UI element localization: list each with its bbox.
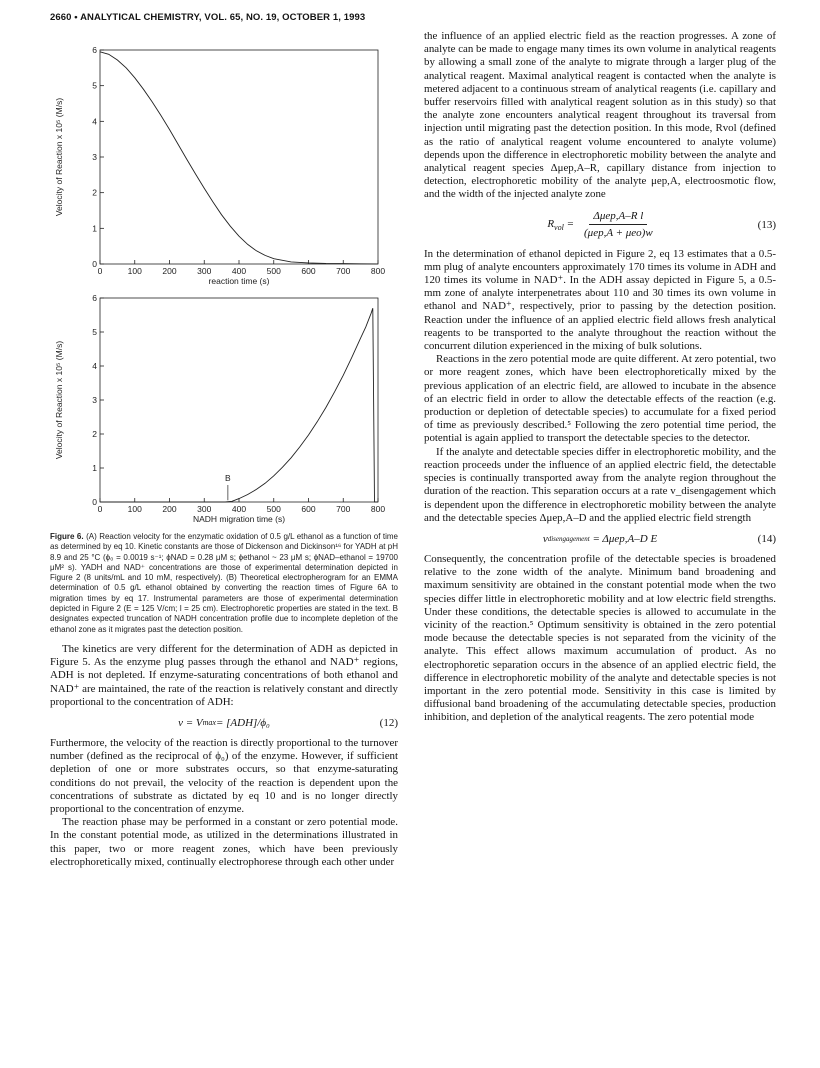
- y-tick-label: 1: [92, 463, 97, 473]
- right-paragraph-5: Consequently, the concentration profile of the detectable species is broadened relative to the zone width of the analyte. Minimum band broadening and maximum sensitivity are obtained in the constant potential mode when the two species differ little in electrophoretic mobility and at low electric field strengths. Under these conditions, the detectable species is allowed to accumulate in the vicinity of the reaction.⁵ Optimum sensitivity is obtained in the zero potential mode because the detectable species is not separated from the vicinity of the analyte. This effect allows maximum accumulation of product. As no electrophoretic separation occurs in the absence of an applied electric field, the difference in electrophoretic mobility of the analyte and detectable species is not important in the zero potential mode. Sensitivity in this case is limited by diffusional band broadening of the accumulating detectable species, production inhibition, and depletion of the analytical reagents. The zero potential mode: [424, 552, 776, 724]
- x-tick-label: 200: [162, 504, 177, 514]
- caption-text: (A) Reaction velocity for the enzymatic oxidation of 0.5 g/L ethanol as a function of time as determined by eq 10. Kinetic constants are those of Dickenson and Dickinson¹⁶ for YADH at pH 8.9 and 25 °C (ϕ₀ = 0.0019 s⁻¹; ϕNAD = 0.28 μM s; ϕethanol ~ 23 μM s; ϕNAD–ethanol = 19700 μM² s). YADH and NAD⁺ concentrations are those of experimental determination depicted in Figure 2 (8 units/mL and 10 mM, respectively). (B) Theoretical electropherogram for an EMMA determination of 0.5 g/L ethanol obtained by converting the reaction times of Figure 6A to migration times by eq 17. Instrumental parameters are those of experimental determination depicted in Figure 2 (E = 125 V/cm; l = 25 cm). Electrophoretic properties are stated in the text. B designates expected truncation of NADH concentration profile due to incomplete depletion of the ethanol zone as it migrates past the detection position.: [50, 532, 399, 634]
- x-tick-label: 100: [127, 504, 142, 514]
- y-tick-label: 0: [92, 259, 97, 269]
- figure-6a-chart: [50, 30, 398, 292]
- eq12-rhs: = [ADH]/ϕ₀: [215, 716, 270, 729]
- equation-12: [50, 714, 398, 732]
- x-tick-label: 200: [162, 266, 177, 276]
- y-tick-label: 5: [92, 80, 97, 91]
- right-paragraph-1: the influence of an applied electric field as the reaction progresses. A zone of analyte can be made to engage many times its own volume in analytical reagents by allowing a small zone of the analyte to migrate through a larger plug of the analytical reagent. Maximal analytical reagent is contacted when the analyte is metered adjacent to a continuous stream of analytical reagents (i.e. capillary and buffer reservoirs filled with analytical reagent solution as in this study) so that the analyte zone encounters analytical reagent throughout its traversal from injection until migrating past the detection position. In this mode, Rvol (defined as the ratio of analytical reagent volume encountered to analyte volume) depends upon the difference in electrophoretic mobility between the analyte and analytical reagent species Δμep,A–R, capillary distance from injection to detection, electrophoretic mobility of the analyte μep,A, electroosmotic flow, and the width of the injected analyte zone: [424, 30, 776, 201]
- plot-frame: [100, 298, 378, 502]
- x-axis-label: NADH migration time (s): [192, 514, 286, 524]
- eq13-number: (13): [757, 218, 776, 231]
- y-tick-label: 3: [92, 152, 97, 162]
- y-tick-label: 1: [92, 223, 97, 234]
- left-paragraph-3: The reaction phase may be performed in a constant or zero potential mode. In the constant potential mode, as utilized in the determinations illustrated in this paper, two or more reagent zones, which have been previously electrophoretically mixed, continually electrophorese through each other under: [50, 816, 398, 868]
- running-header: 2660 • ANALYTICAL CHEMISTRY, VOL. 65, NO. 19, OCTOBER 1, 1993: [50, 12, 366, 23]
- left-column: [50, 30, 398, 869]
- x-axis-label: reaction time (s): [208, 276, 270, 286]
- y-tick-label: 6: [92, 293, 97, 303]
- eq13-denominator: (μep,A + μeo)w: [584, 227, 653, 240]
- x-tick-label: 400: [231, 266, 247, 276]
- x-tick-label: 500: [266, 504, 281, 514]
- y-tick-label: 2: [92, 187, 97, 198]
- x-tick-label: 600: [301, 266, 316, 276]
- x-tick-label: 500: [266, 266, 281, 276]
- eq14-rhs: = Δμep,A–D E: [592, 532, 658, 545]
- x-tick-label: 400: [231, 504, 247, 514]
- right-paragraph-2: In the determination of ethanol depicted in Figure 2, eq 13 estimates that a 0.5-mm plug of analyte encounters approximately 170 times its volume in ADH and 120 times its volume in NAD⁺. In the ADH assay depicted in Figure 5, a 0.5-mm zone of analyte interpenetrates about 110 and 30 times its own volume in ethanol and NAD⁺, respectively, prior to passing by the detection position. Reaction under the influence of an applied electric field allows fresh analytical reagents to be transported to the analyte throughout the reaction without the concurrent dilution experienced in the mixing of bulk solutions.: [424, 247, 776, 353]
- eq12-number: (12): [379, 716, 398, 729]
- y-tick-label: 2: [92, 429, 97, 439]
- right-column: [424, 30, 776, 725]
- y-tick-label: 4: [92, 116, 97, 127]
- left-paragraph-1: The kinetics are very different for the determination of ADH as depicted in Figure 5. As the enzyme plug passes through the ethanol and NAD⁺ regions, ADH is not depleted. If enzyme-saturating concentrations of both ethanol and NAD⁺ are maintained, the rate of the reaction is relatively constant and directly proportional to the concentration of ADH:: [50, 642, 398, 708]
- y-axis-label: Velocity of Reaction x 10⁵ (M/s): [54, 97, 64, 217]
- eq13-lhs-sub: vol: [554, 222, 564, 232]
- eq13-lhs: R: [547, 217, 555, 230]
- x-tick-label: 0: [97, 504, 103, 514]
- y-tick-label: 0: [92, 497, 97, 507]
- y-tick-label: 6: [92, 45, 97, 55]
- y-tick-label: 3: [92, 395, 97, 405]
- plot-frame: [100, 50, 378, 264]
- x-tick-label: 700: [336, 504, 351, 514]
- y-tick-label: 5: [92, 327, 97, 337]
- y-axis-label: Velocity of Reaction x 10⁵ (M/s): [54, 340, 64, 460]
- x-tick-label: 100: [127, 266, 142, 276]
- x-tick-label: 300: [197, 266, 212, 276]
- left-paragraph-2: Furthermore, the velocity of the reaction is directly proportional to the turnover number (defined as the reciprocal of ϕ₀) of the enzyme. However, if sufficient depletion of one or more substrates occurs, so that enzyme-saturating conditions do not prevail, the velocity of the reaction is dependent upon the concentrations of substrate as dictated by eq 10 and is no longer directly proportional to the concentration of enzyme.: [50, 736, 398, 815]
- x-tick-label: 600: [301, 504, 316, 514]
- right-paragraph-3: Reactions in the zero potential mode are quite different. At zero potential, two or more reagent zones, which have been electrophoretically mixed by the previous application of an electric field, are allowed to incubate in the absence of an electric field in order to allow the detectable effects of the reaction (e.g. production or depletion of detectable species) to accumulate for a fixed period of time as previously described.⁵ Following the zero potential time period, the potential is again applied to transport the detectable species to the detector.: [424, 353, 776, 445]
- x-tick-label: 0: [97, 266, 103, 276]
- x-tick-label: 800: [370, 504, 386, 514]
- equation-14: [424, 530, 776, 548]
- eq13-numerator: Δμep,A–R l: [589, 210, 647, 225]
- eq14-lhs: v: [542, 532, 548, 545]
- x-tick-label: 800: [370, 266, 386, 276]
- annotation-b: B: [225, 472, 231, 483]
- series-line: [100, 308, 378, 502]
- eq14-number: (14): [757, 532, 776, 545]
- figure-caption: [50, 532, 398, 635]
- x-tick-label: 700: [336, 266, 351, 276]
- eq12-lhs: v = V: [178, 716, 203, 729]
- eq12-sub: max: [202, 718, 216, 728]
- figure-6b-chart: [50, 292, 398, 528]
- eq14-lhs-sub: disengagement: [547, 534, 590, 543]
- x-tick-label: 300: [197, 504, 212, 514]
- caption-label: Figure 6.: [50, 532, 84, 541]
- series-line: [100, 52, 378, 264]
- equation-13: $R_{vol}$ = Δμep,A–R l (μep,A + μeo)w (13): [547, 210, 776, 240]
- y-tick-label: 4: [92, 361, 97, 371]
- right-paragraph-4: If the analyte and detectable species differ in electrophoretic mobility, and the reaction proceeds under the influence of an applied electric field, the detectable species is continually transported away from the analyte region throughout the duration of the reaction. This separation occurs at a rate v_disengagement which is dependent upon the difference in electrophoretic mobility between the analyte and the detectable species Δμep,A–D and the applied electric field strength: [424, 445, 776, 524]
